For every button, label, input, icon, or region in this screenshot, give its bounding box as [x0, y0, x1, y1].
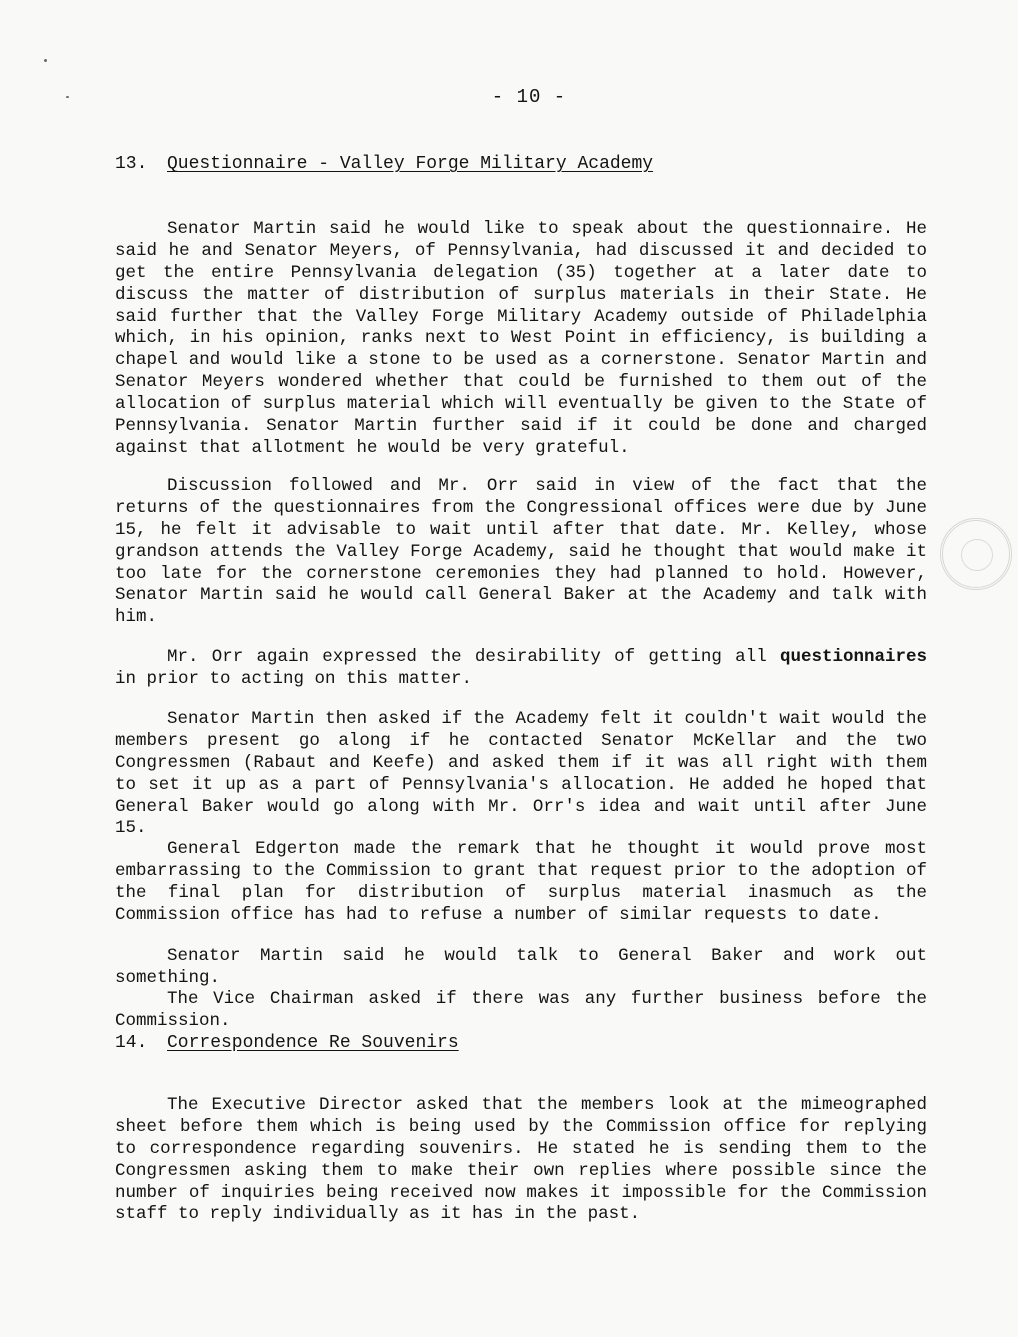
section-heading-13	[115, 153, 653, 175]
paragraph-text: General Edgerton made the remark that he thought it would prove most embarrassing to the Commission to grant that request prior to the adoption of the final plan for distribution of surplus material inasmuch as the Commission office has had to refuse a number of similar requests to date.	[115, 838, 927, 925]
paragraph-text: Senator Martin said he would talk to General Baker and work out something.	[115, 945, 927, 988]
section-title: Questionnaire - Valley Forge Military Academy	[167, 154, 654, 174]
paragraph-text: in prior to acting on this matter.	[115, 668, 473, 689]
paragraph-text: Mr. Orr again expressed the desirability of getting all	[167, 646, 780, 667]
paragraph	[115, 1073, 927, 1226]
section-heading-14	[115, 1032, 459, 1054]
scan-speck	[66, 96, 69, 98]
paragraph-text: Senator Martin said he would like to speak about the questionnaire. He said he and Senator Meyers, of Pennsylvania, had discussed it and decided to get the entire Pennsylvania delegation (35) together at a later date to discuss the matter of distribution of surplus materials in their State. He said further that the Valley Forge Military Academy outside of Philadelphia which, in his opinion, ranks next to West Point in efficiency, is building a chapel and would like a stone to be used as a cornerstone. Senator Martin and Senator Meyers wondered whether that could be furnished to them out of the allocation of surplus material which will eventually be given to the State of Pennsylvania. Senator Martin further said if it could be done and charged against that allotment he would be very grateful.	[115, 218, 927, 458]
paragraph-text: Senator Martin then asked if the Academy felt it couldn't wait would the members present go along if he contacted Senator McKellar and the two Congressmen (Rabaut and Keefe) and asked them if it was all right with them to set it up as a part of Pennsylvania's allocation. He added he hoped that General Baker would go along with Mr. Orr's idea and wait until after June 15.	[115, 708, 927, 839]
paragraph-text: The Vice Chairman asked if there was any further business before the Commission.	[115, 988, 927, 1031]
paragraph-text: Discussion followed and Mr. Orr said in view of the fact that the returns of the questionnaires from the Congressional offices were due by June 15, he felt it advisable to wait until after that date. Mr. Kelley, whose grandson attends the Valley Forge Academy, said he thought that would make it too late for the cornerstone ceremonies they had planned to hold. However, Senator Martin said he would call General Baker at the Academy and talk with him.	[115, 475, 927, 628]
paragraph	[115, 967, 927, 1033]
paragraph	[115, 197, 927, 460]
paragraph	[115, 817, 927, 927]
scan-speck	[44, 59, 47, 62]
paragraph	[115, 454, 927, 629]
paragraph-text: The Executive Director asked that the members look at the mimeographed sheet before them which is being used by the Commission office for replying to correspondence regarding souvenirs. He stated he is sending them to the Congressmen asking them to make their own replies where possible since the number of inquiries being received now makes it impossible for the Commission staff to reply individually as it has in the past.	[115, 1094, 927, 1225]
section-title: Correspondence Re Souvenirs	[167, 1033, 459, 1053]
archive-stamp	[940, 518, 1012, 590]
section-number: 13.	[115, 154, 148, 174]
page-number: - 10 -	[491, 86, 567, 108]
emphasized-word: questionnaires	[779, 646, 927, 667]
paragraph	[115, 625, 927, 691]
section-number: 14.	[115, 1033, 148, 1053]
